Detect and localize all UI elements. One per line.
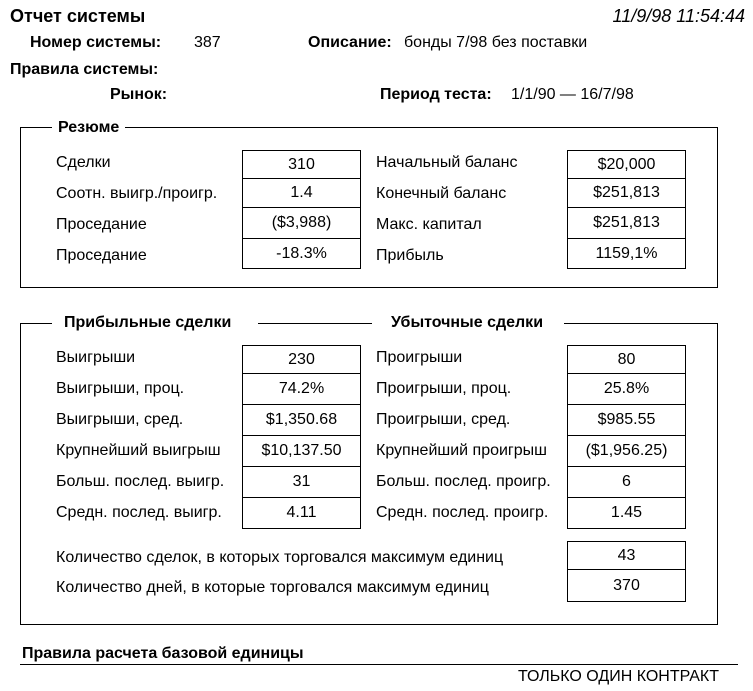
winning-value-wins-pct: 74.2% xyxy=(242,374,361,405)
summary-value-trades: 310 xyxy=(242,150,361,179)
summary-label-trades: Сделки xyxy=(56,154,111,171)
losing-value-losses: 80 xyxy=(567,345,686,374)
summary-value-start-balance: $20,000 xyxy=(567,150,686,179)
system-number-label: Номер системы: xyxy=(30,34,162,51)
test-period-value: 1/1/90 — 16/7/98 xyxy=(511,86,634,103)
summary-label-drawdown: Проседание xyxy=(56,216,147,233)
losing-label-losses: Проигрыши xyxy=(376,349,463,366)
system-number-value: 387 xyxy=(194,34,221,51)
max-units-days-label: Количество дней, в которые торговался максимум единиц xyxy=(56,579,489,596)
contract-note: ТОЛЬКО ОДИН КОНТРАКТ xyxy=(517,668,719,685)
winning-label-wins: Выигрыши xyxy=(56,349,136,366)
summary-legend: Резюме xyxy=(52,119,125,137)
winning-label-largest-win: Крупнейший выигрыш xyxy=(56,442,221,459)
winning-value-max-consec-wins: 31 xyxy=(242,467,361,498)
footer-divider xyxy=(20,664,738,665)
description-label: Описание: xyxy=(308,34,392,51)
max-units-trades-value: 43 xyxy=(567,541,686,570)
base-unit-rules-label: Правила расчета базовой единицы xyxy=(22,645,304,662)
losing-value-avg-loss: $985.55 xyxy=(567,405,686,436)
summary-value-win-loss-ratio: 1.4 xyxy=(242,179,361,208)
system-rules-label: Правила системы: xyxy=(10,61,159,78)
winning-trades-legend: Прибыльные сделки xyxy=(58,314,237,332)
max-units-trades-label: Количество сделок, в которых торговался максимум единиц xyxy=(56,549,504,566)
summary-label-start-balance: Начальный баланс xyxy=(376,154,518,171)
winning-label-avg-consec-wins: Средн. послед. выигр. xyxy=(56,504,222,521)
summary-value-end-balance: $251,813 xyxy=(567,179,686,208)
winning-label-avg-win: Выигрыши, сред. xyxy=(56,411,184,428)
summary-value-profit: 1159,1% xyxy=(567,239,686,269)
losing-value-avg-consec-losses: 1.45 xyxy=(567,498,686,529)
report-title: Отчет системы xyxy=(10,6,146,26)
losing-label-losses-pct: Проигрыши, проц. xyxy=(376,380,512,397)
losing-value-max-consec-losses: 6 xyxy=(567,467,686,498)
trades-panel-top-border xyxy=(564,323,718,324)
summary-label-win-loss-ratio: Соотн. выигр./проигр. xyxy=(56,185,218,202)
winning-label-wins-pct: Выигрыши, проц. xyxy=(56,380,185,397)
winning-value-avg-consec-wins: 4.11 xyxy=(242,498,361,529)
market-label: Рынок: xyxy=(110,86,168,103)
losing-value-losses-pct: 25.8% xyxy=(567,374,686,405)
trades-panel-top-border xyxy=(20,323,52,324)
summary-value-drawdown: ($3,988) xyxy=(242,208,361,239)
summary-value-max-equity: $251,813 xyxy=(567,208,686,239)
losing-label-largest-loss: Крупнейший проигрыш xyxy=(376,442,547,459)
losing-trades-legend: Убыточные сделки xyxy=(385,314,549,332)
test-period-label: Период теста: xyxy=(380,86,492,103)
summary-value-drawdown-pct: -18.3% xyxy=(242,239,361,269)
summary-label-profit: Прибыль xyxy=(376,247,444,264)
winning-value-largest-win: $10,137.50 xyxy=(242,436,361,467)
trades-panel-top-border xyxy=(258,323,372,324)
summary-label-max-equity: Макс. капитал xyxy=(376,216,482,233)
report-datetime: 11/9/98 11:54:44 xyxy=(612,6,745,26)
max-units-days-value: 370 xyxy=(567,570,686,602)
winning-value-avg-win: $1,350.68 xyxy=(242,405,361,436)
losing-value-largest-loss: ($1,956.25) xyxy=(567,436,686,467)
summary-label-end-balance: Конечный баланс xyxy=(376,185,507,202)
winning-value-wins: 230 xyxy=(242,345,361,374)
losing-label-max-consec-losses: Больш. послед. проигр. xyxy=(376,473,551,490)
losing-label-avg-consec-losses: Средн. послед. проигр. xyxy=(376,504,549,521)
description-value: бонды 7/98 без поставки xyxy=(404,34,588,51)
summary-label-drawdown-pct: Проседание xyxy=(56,247,147,264)
losing-label-avg-loss: Проигрыши, сред. xyxy=(376,411,511,428)
winning-label-max-consec-wins: Больш. послед. выигр. xyxy=(56,473,225,490)
